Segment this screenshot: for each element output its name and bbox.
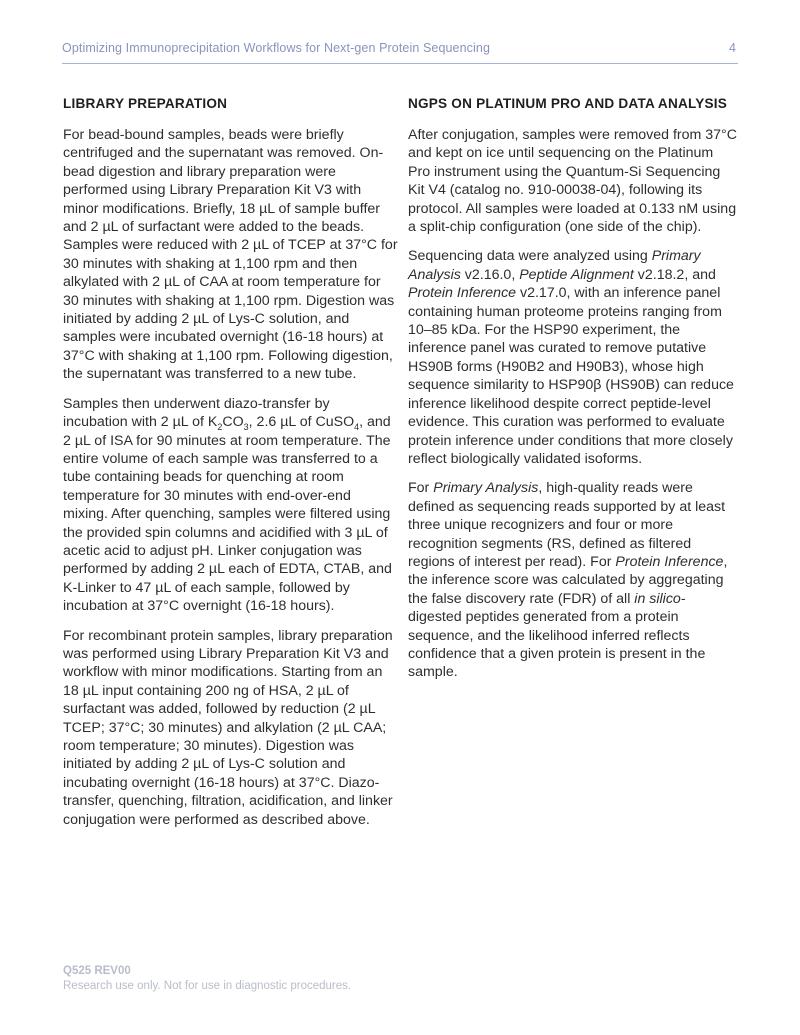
right-column — [408, 95, 738, 693]
paragraph-sequencing-analysis: Sequencing data were analyzed using Primary Analysis v2.16.0, Peptide Alignment v2.18.2, and Protein Inference v2.17.0, with an inference panel containing human proteome proteins ranging from 10–85 kDa. For the HSP90 experiment, the inference panel was curated to remove putative HS90B forms (H90B2 and H90B3), whose high sequence similarity to HSP90β (HS90B) can reduce inference likelihood despite correct peptide-level evidence. This curation was performed to evaluate protein inference under conditions that more closely reflect biologically validated isoforms. — [408, 248, 734, 467]
paragraph-primary-analysis: For Primary Analysis, high-quality reads were defined as sequencing reads supported by at least three unique recognizers and four or more recognition segments (RS, defined as filtered regions of interest per read). For Protein Inference, the inference score was calculated by aggregating the false discovery rate (FDR) of all in silico-digested peptides generated from a protein sequence, and the likelihood inferred reflects confidence that a given protein is present in the sample. — [408, 480, 728, 681]
running-title: Optimizing Immunoprecipitation Workflows for Next-gen Protein Sequencing — [62, 41, 490, 55]
disclaimer: Research use only. Not for use in diagnostic procedures. — [63, 980, 352, 992]
document-code: Q525 REV00 — [63, 965, 131, 977]
paragraph-conjugation: After conjugation, samples were removed from 37°C and kept on ice until sequencing on the Platinum Pro instrument using the Quantum-Si Sequencing Kit V4 (catalog no. 910-00038-04), following its protocol. All samples were loaded at 0.133 nM using a split-chip configuration (one side of the chip). — [408, 127, 737, 236]
paragraph-recombinant: For recombinant protein samples, library preparation was performed using Library Preparation Kit V3 and workflow with minor modifications. Starting from an 18 µL input containing 200 ng of HSA, 2 µL of surfactant was added, followed by reduction (2 µL TCEP; 37°C; 30 minutes) and alkylation (2 µL CAA; room temperature; 30 minutes). Digestion was initiated by adding 2 µL of Lys-C solution and incubating overnight (16-18 hours) at 37°C. Diazo-transfer, quenching, filtration, acidification, and linker conjugation were performed as described above. — [63, 627, 393, 828]
section-heading-library-preparation: LIBRARY PREPARATION — [63, 96, 228, 111]
page-header — [62, 41, 738, 64]
paragraph-diazo-transfer: Samples then underwent diazo-transfer by incubation with 2 µL of $K_2CO_3$, 2.6 µL of CuSO$_4$, and 2 µL of ISA for 90 minutes at room temperature. The entire volume of each sample was transferred to a tube containing beads for quenching at room temperature for 30 minutes with end-over-end mixing. After quenching, samples were filtered using the provided spin columns and acidified with 3 µL of acetic acid to adjust pH. Linker conjugation was performed by adding 2 µL each of EDTA, CTAB, and K-Linker to 47 µL of each sample, followed by incubation at 37°C overnight (16-18 hours). — [63, 395, 392, 615]
page-number: 4 — [729, 41, 736, 55]
paragraph-bead-bound: For bead-bound samples, beads were briefly centrifuged and the supernatant was removed. On-bead digestion and library preparation were performed using Library Preparation Kit V3 with minor modifications. Briefly, 18 µL of sample buffer and 2 µL of surfactant were added to the beads. Samples were reduced with 2 µL of TCEP at 37°C for 30 minutes with shaking at 1,100 rpm and then alkylated with 2 µL of CAA at room temperature for 30 minutes with shaking at 1,100 rpm. Digestion was initiated by adding 2 µL of Lys-C solution, and samples were incubated overnight (16-18 hours) at 37°C with shaking at 1,100 rpm. Following digestion, the supernatant was transferred to a new tube. — [63, 127, 398, 383]
page-footer — [63, 964, 663, 994]
left-column — [63, 95, 398, 840]
section-heading-ngps-data-analysis: NGPS ON PLATINUM PRO AND DATA ANALYSIS — [408, 96, 728, 111]
